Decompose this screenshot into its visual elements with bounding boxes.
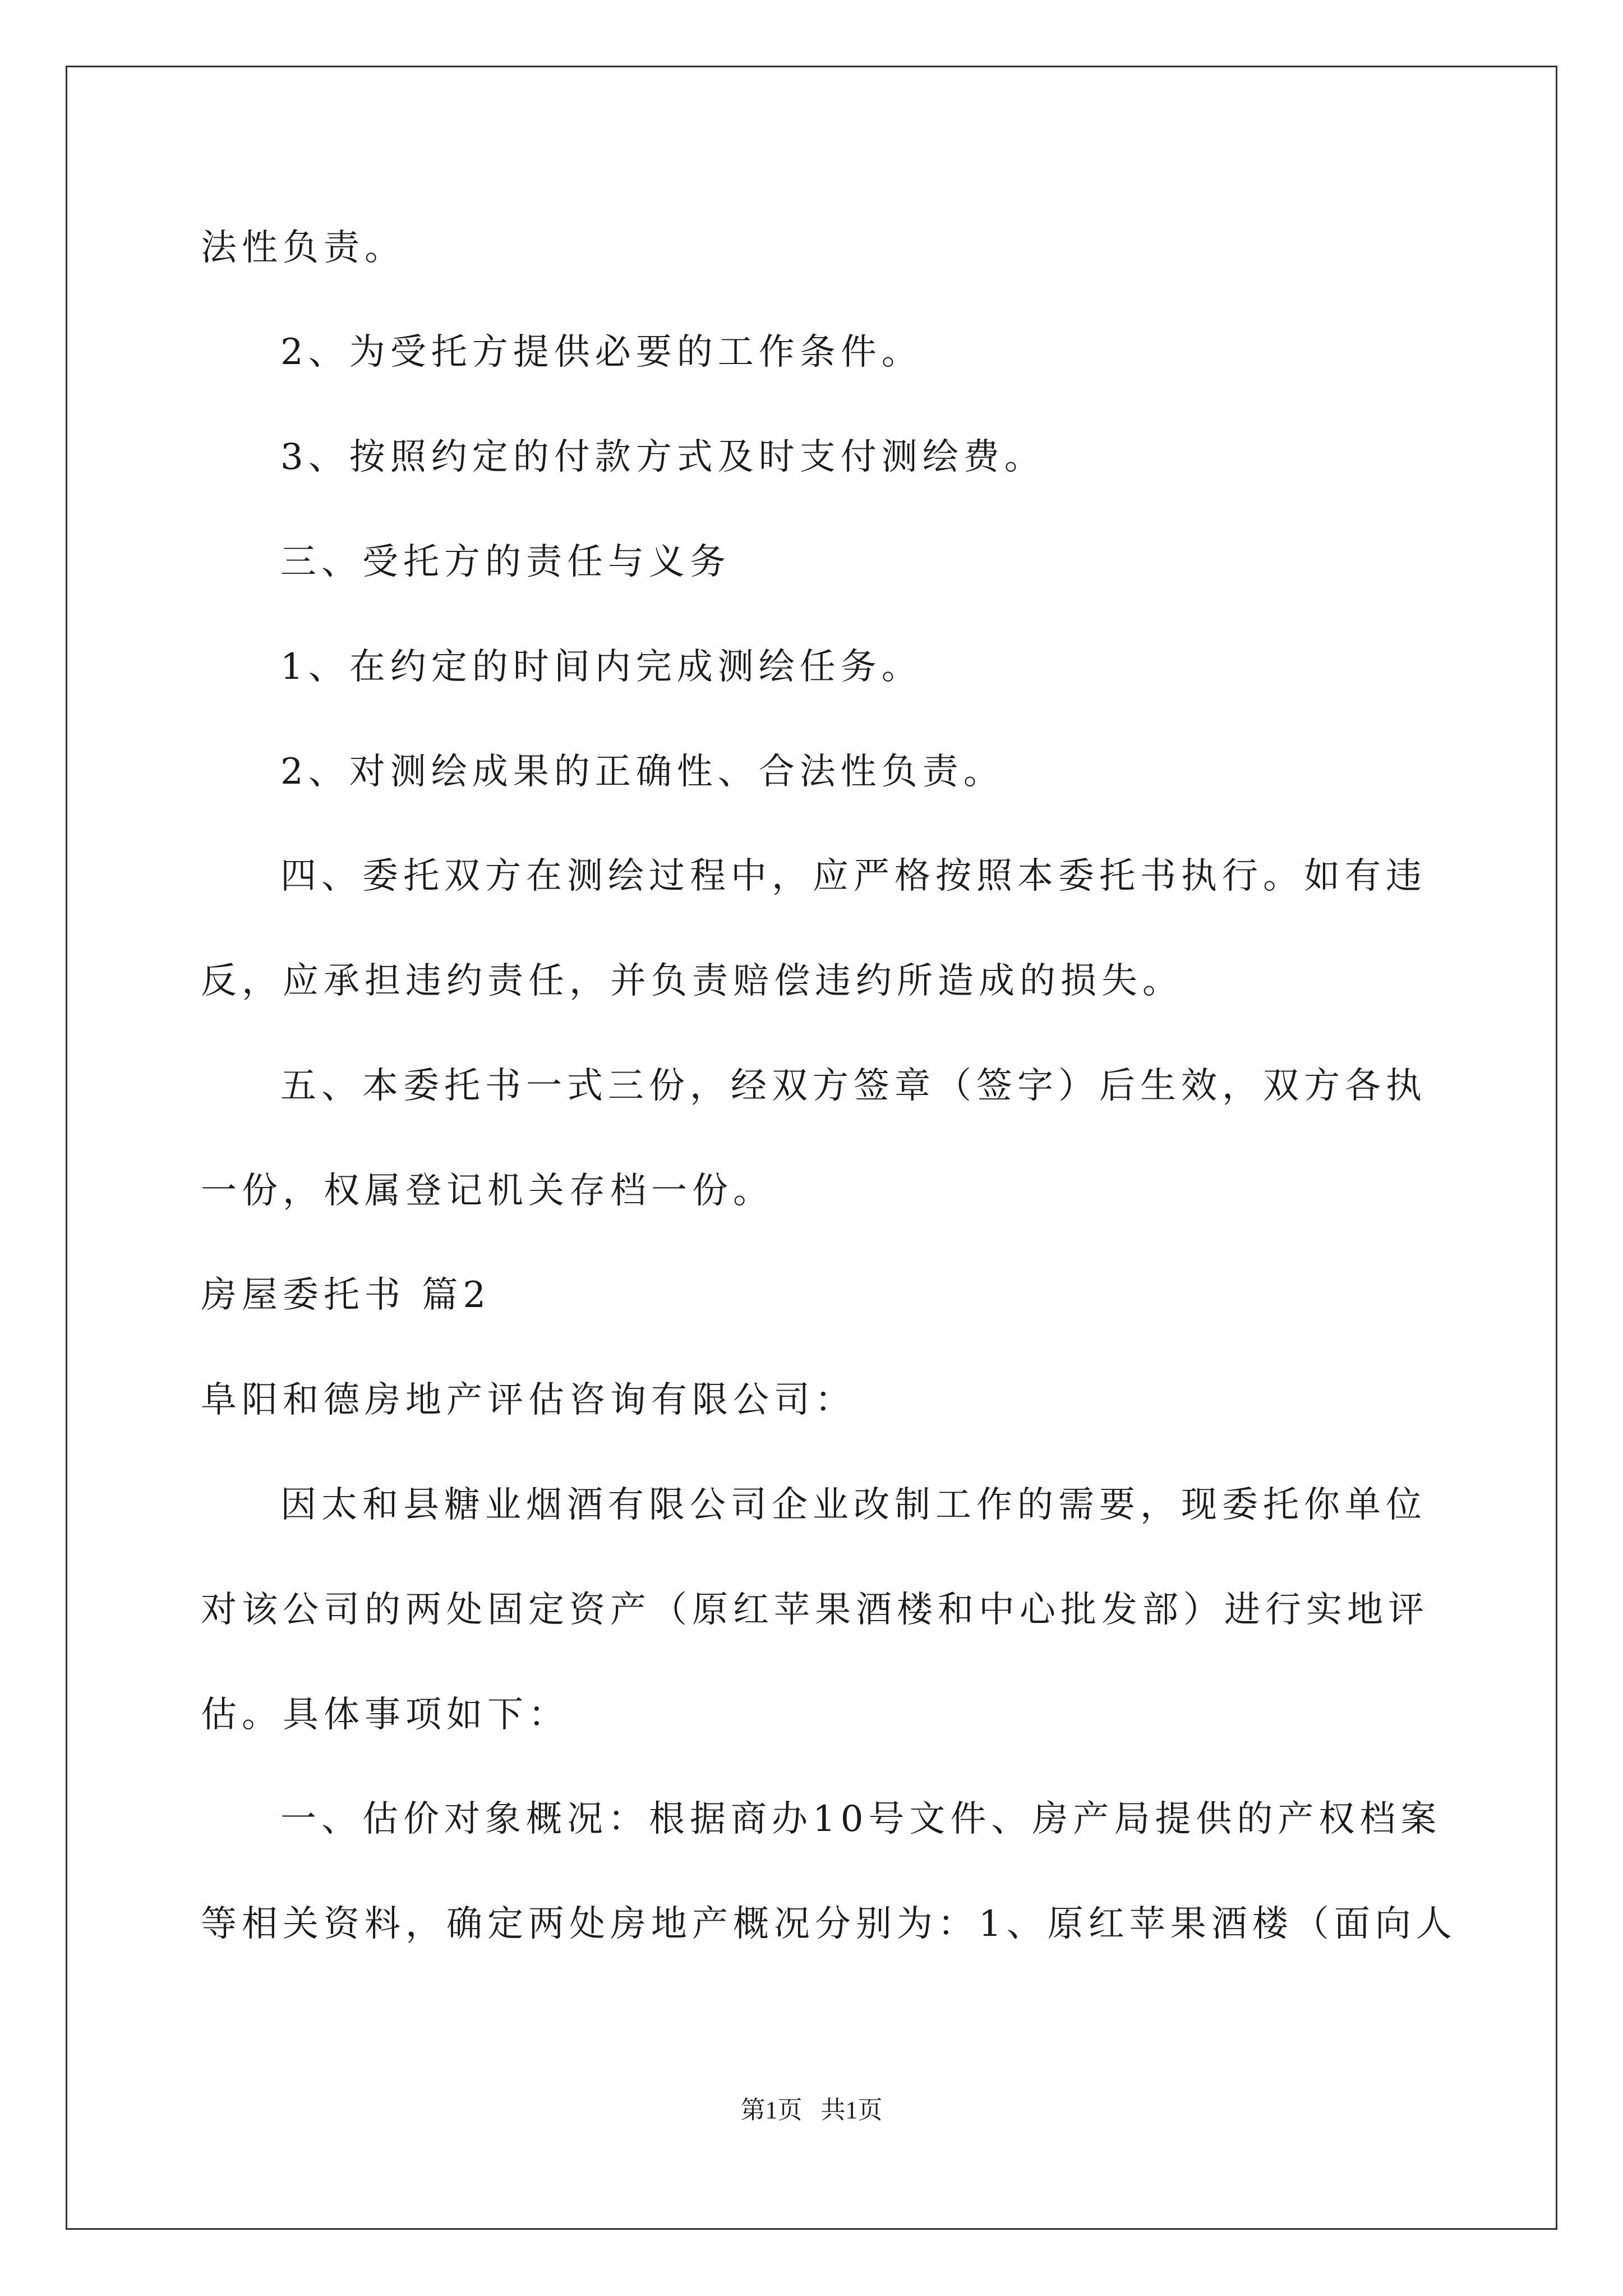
text-line: 1、在约定的时间内完成测绘任务。 <box>280 646 923 688</box>
page-footer: 第1页 共1页 <box>740 2096 883 2124</box>
text-line: 四、委托双方在测绘过程中，应严格按照本委托书执行。如有违 <box>280 855 1427 897</box>
text-line: 2、为受托方提供必要的工作条件。 <box>280 332 923 373</box>
text-line: 一份，权属登记机关存档一份。 <box>201 1170 774 1212</box>
text-line: 2、对测绘成果的正确性、合法性负责。 <box>280 751 1004 793</box>
addressee: 阜阳和德房地产评估咨询有限公司： <box>201 1379 856 1421</box>
text-line: 估。具体事项如下： <box>201 1694 569 1736</box>
section-heading: 三、受托方的责任与义务 <box>280 541 731 583</box>
text-line: 3、按照约定的付款方式及时支付测绘费。 <box>280 436 1045 478</box>
text-line: 因太和县糖业烟酒有限公司企业改制工作的需要，现委托你单位 <box>280 1484 1427 1526</box>
text-line: 法性负责。 <box>201 227 405 269</box>
text-line: 五、本委托书一式三份，经双方签章（签字）后生效，双方各执 <box>280 1065 1427 1107</box>
text-line: 等相关资料，确定两处房地产概况分别为：1、原红苹果酒楼（面向人 <box>201 1903 1457 1945</box>
text-line: 反，应承担违约责任，并负责赔偿违约所造成的损失。 <box>201 960 1183 1002</box>
section-title: 房屋委托书 篇2 <box>201 1274 491 1316</box>
text-line: 一、估价对象概况：根据商办10号文件、房产局提供的产权档案 <box>280 1798 1442 1840</box>
text-line: 对该公司的两处固定资产（原红苹果酒楼和中心批发部）进行实地评 <box>201 1589 1429 1631</box>
